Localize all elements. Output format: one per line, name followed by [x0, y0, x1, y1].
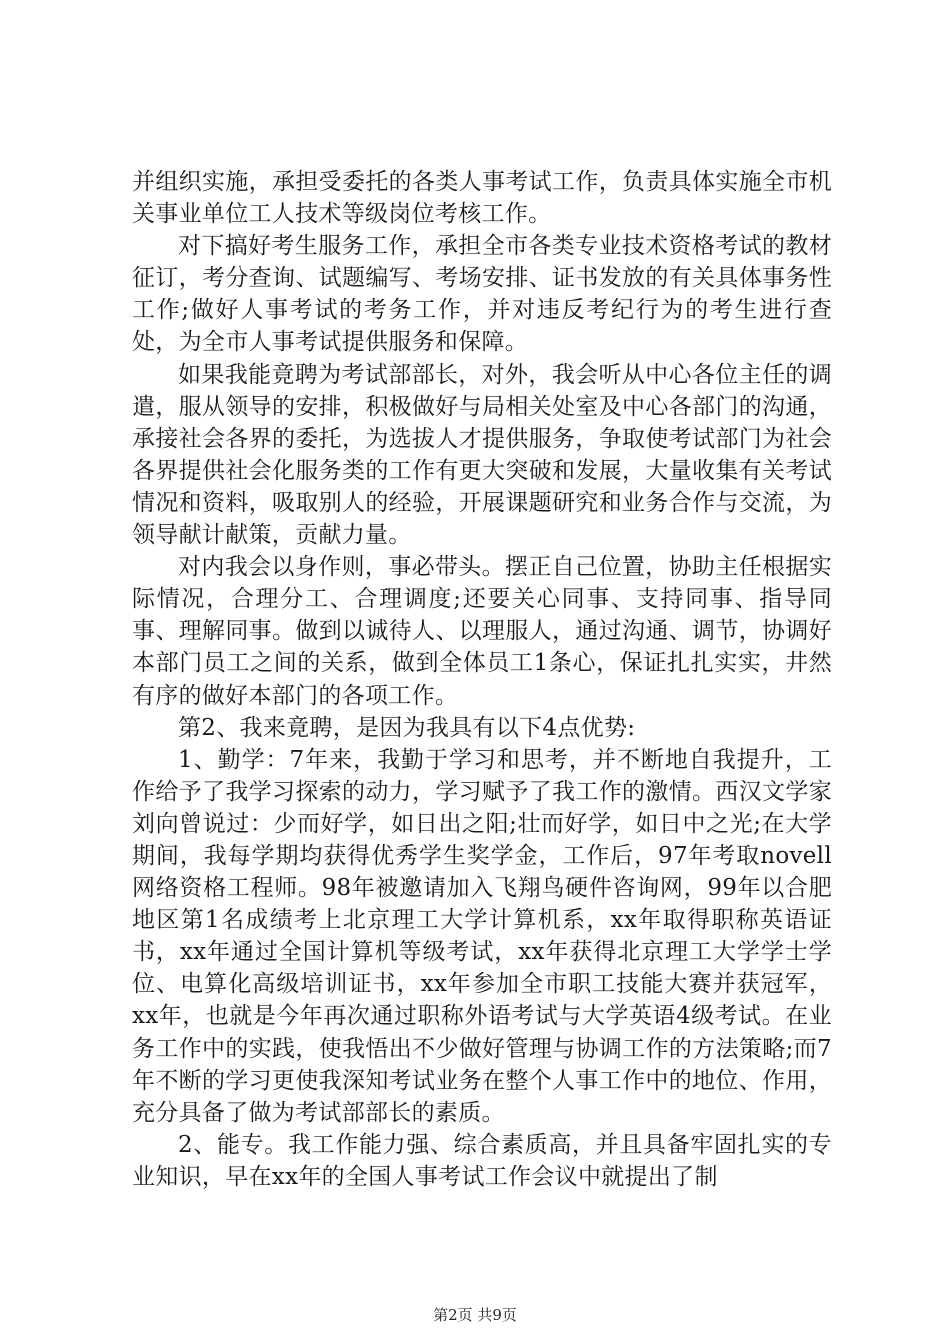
- paragraph-3: 如果我能竟聘为考试部部长，对外，我会听从中心各位主任的调遣，服从领导的安排，积极做好与局相关处室及中心各部门的沟通，承接社会各界的委托，为选拔人才提供服务，争取使考试部门为社会各界提供社会化服务类的工作有更大突破和发展，大量收集有关考试情况和资料，吸取别人的经验，开展课题研究和业务合作与交流，为领导献计献策，贡献力量。: [132, 361, 832, 549]
- paragraph-6: 1、勤学：7年来，我勤于学习和思考，并不断地自我提升，工作给予了我学习探索的动力，学习赋予了我工作的激情。西汉文学家刘向曾说过：少而好学，如日出之阳;壮而好学，如日中之光;在大学期间，我每学期均获得优秀学生奖学金，工作后，97年考取novell网络资格工程师。98年被邀请加入飞翔鸟硬件咨询网，99年以合肥地区第1名成绩考上北京理工大学计算机系，xx年取得职称英语证书，xx年通过全国计算机等级考试，xx年获得北京理工大学学士学位、电算化高级培训证书，xx年参加全市职工技能大赛并获冠军，xx年，也就是今年再次通过职称外语考试与大学英语4级考试。在业务工作中的实践，使我悟出不少做好管理与协调工作的方法策略;而7年不断的学习更使我深知考试业务在整个人事工作中的地位、作用，充分具备了做为考试部部长的素质。: [132, 746, 832, 1126]
- paragraph-5: 第2、我来竟聘，是因为我具有以下4点优势:: [178, 714, 636, 741]
- document-body: [132, 166, 832, 1193]
- paragraph-2: 对下搞好考生服务工作，承担全市各类专业技术资格考试的教材征订，考分查询、试题编写、考场安排、证书发放的有关具体事务性工作;做好人事考试的考务工作，并对违反考纪行为的考生进行查处，为全市人事考试提供服务和保障。: [132, 233, 832, 356]
- paragraph-4: 对内我会以身作则，事必带头。摆正自己位置，协助主任根据实际情况，合理分工、合理调度;还要关心同事、支持同事、指导同事、理解同事。做到以诚待人、以理服人，通过沟通、调节，协调好本部门员工之间的关系，做到全体员工1条心，保证扎扎实实，井然有序的做好本部门的各项工作。: [132, 554, 832, 709]
- paragraph-7: 2、能专。我工作能力强、综合素质高，并且具备牢固扎实的专业知识，早在xx年的全国人事考试工作会议中就提出了制: [132, 1131, 832, 1190]
- paragraph-1: 并组织实施，承担受委托的各类人事考试工作，负责具体实施全市机关事业单位工人技术等级岗位考核工作。: [132, 169, 832, 228]
- page-number-footer: 第2页 共9页: [433, 1306, 517, 1324]
